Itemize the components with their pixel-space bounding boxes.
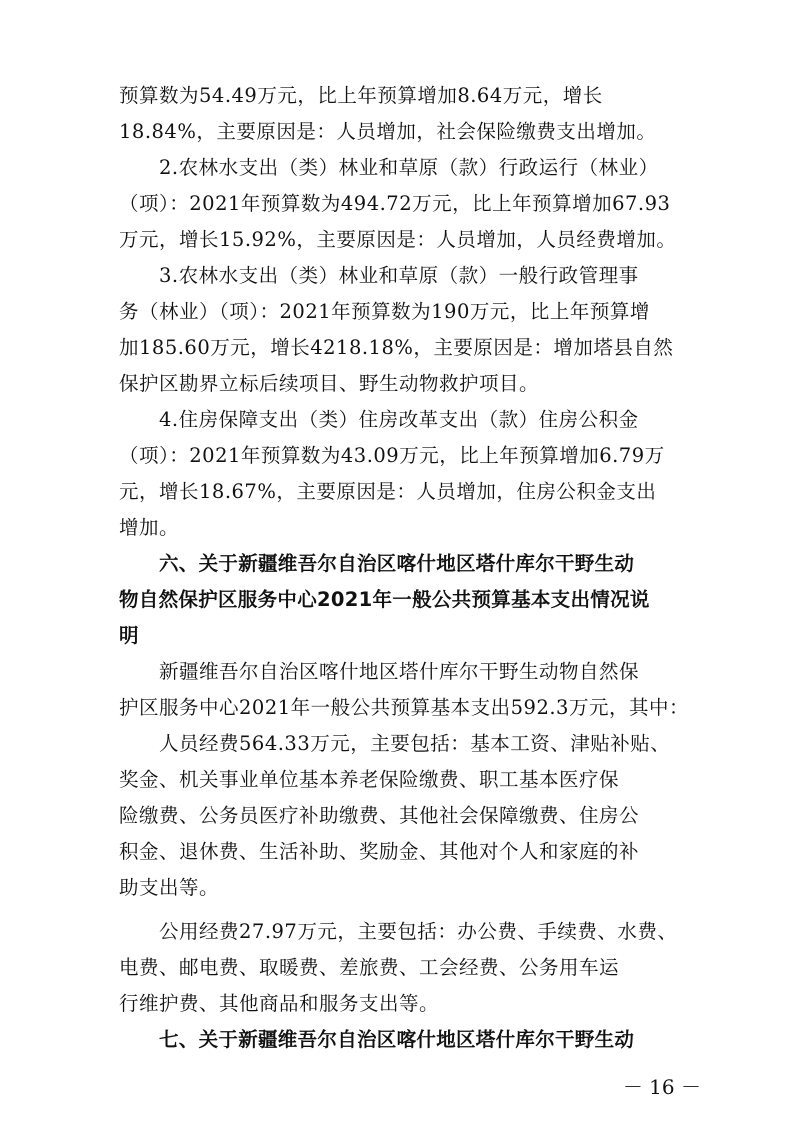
body-line: 预算数为54.49万元，比上年预算增加8.64万元，增长	[119, 84, 603, 107]
body-line: 2.农林水支出（类）林业和草原（款）行政运行（林业）	[159, 156, 659, 179]
body-line: 保护区勘界立标后续项目、野生动物救护项目。	[119, 372, 540, 395]
body-line: 公用经费27.97万元，主要包括：办公费、手续费、水费、	[159, 920, 678, 943]
section-heading: 明	[119, 624, 139, 647]
body-line: 4.住房保障支出（类）住房改革支出（款）住房公积金	[159, 408, 639, 431]
section-heading: 六、关于新疆维吾尔自治区喀什地区塔什库尔干野生动	[159, 552, 635, 575]
body-line: 奖金、机关事业单位基本养老保险缴费、职工基本医疗保	[119, 768, 620, 791]
body-line: （项）：2021年预算数为494.72万元，比上年预算增加67.93	[119, 192, 671, 215]
body-line: 行维护费、其他商品和服务支出等。	[119, 992, 440, 1015]
body-line: 3.农林水支出（类）林业和草原（款）一般行政管理事	[159, 264, 639, 287]
body-line: 人员经费564.33万元，主要包括：基本工资、津贴补贴、	[159, 732, 671, 755]
body-line: 增加。	[119, 516, 180, 539]
body-line: 18.84%，主要原因是：人员增加，社会保险缴费支出增加。	[119, 120, 657, 143]
body-line: 加185.60万元，增长4218.18%，主要原因是：增加塔县自然	[119, 336, 674, 359]
body-line: 电费、邮电费、取暖费、差旅费、工会经费、公务用车运	[119, 956, 620, 979]
body-line: 护区服务中心2021年一般公共预算基本支出592.3万元，其中：	[119, 696, 689, 719]
section-heading: 物自然保护区服务中心2021年一般公共预算基本支出情况说	[119, 588, 650, 611]
body-line: 积金、退休费、生活补助、奖励金、其他对个人和家庭的补	[119, 840, 640, 863]
body-line: 新疆维吾尔自治区喀什地区塔什库尔干野生动物自然保	[159, 660, 640, 683]
page-number: － 16 －	[622, 1075, 701, 1099]
body-line: 万元，增长15.92%，主要原因是：人员增加，人员经费增加。	[119, 228, 677, 251]
body-line: 务（林业）（项）：2021年预算数为190万元，比上年预算增	[119, 300, 650, 323]
section-heading: 七、关于新疆维吾尔自治区喀什地区塔什库尔干野生动	[159, 1028, 635, 1051]
body-line: 险缴费、公务员医疗补助缴费、其他社会保障缴费、住房公	[119, 804, 640, 827]
body-line: 助支出等。	[119, 876, 220, 899]
body-line: （项）：2021年预算数为43.09万元，比上年预算增加6.79万	[119, 444, 665, 467]
body-line: 元，增长18.67%，主要原因是：人员增加，住房公积金支出	[119, 480, 657, 503]
